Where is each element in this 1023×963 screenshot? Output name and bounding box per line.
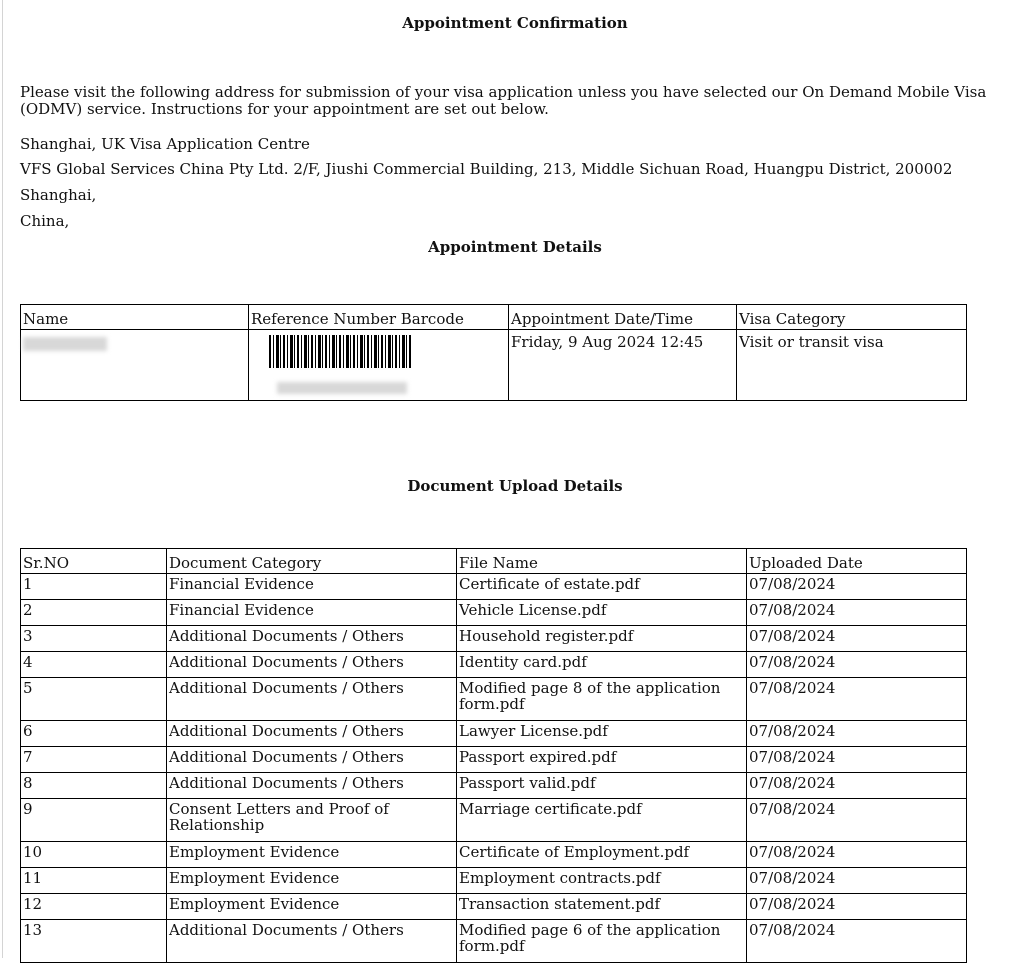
visa-category-cell: Visit or transit visa (737, 330, 967, 401)
file-name-cell: Modified page 8 of the application form.pdf (457, 678, 747, 721)
table-row (21, 600, 967, 626)
category-cell: Financial Evidence (167, 600, 457, 626)
table-row (21, 721, 967, 747)
category-cell: Additional Documents / Others (167, 920, 457, 963)
category-cell: Additional Documents / Others (167, 773, 457, 799)
address-country: China, (20, 212, 70, 230)
uploaded-date-cell: 07/08/2024 (747, 868, 967, 894)
table-row (21, 894, 967, 920)
barcode-cell (249, 330, 509, 401)
barcode-image (269, 335, 411, 368)
documents-heading: Document Upload Details (407, 477, 623, 495)
uploaded-date-cell: 07/08/2024 (747, 842, 967, 868)
uploaded-date-cell: 07/08/2024 (747, 773, 967, 799)
table-row (21, 652, 967, 678)
sr-no-cell: 3 (21, 626, 167, 652)
file-name-cell: Passport expired.pdf (457, 747, 747, 773)
sr-no-cell: 13 (21, 920, 167, 963)
address-city: Shanghai, (20, 186, 97, 204)
file-name-cell: Passport valid.pdf (457, 773, 747, 799)
uploaded-date-cell: 07/08/2024 (747, 574, 967, 600)
header-date-time: Appointment Date/Time (509, 305, 737, 330)
sr-no-cell: 1 (21, 574, 167, 600)
table-row (21, 799, 967, 842)
documents-table (20, 548, 967, 963)
sr-no-cell: 4 (21, 652, 167, 678)
uploaded-date-cell: 07/08/2024 (747, 920, 967, 963)
header-uploaded-date: Uploaded Date (747, 549, 967, 574)
uploaded-date-cell: 07/08/2024 (747, 652, 967, 678)
category-cell: Additional Documents / Others (167, 678, 457, 721)
category-cell: Additional Documents / Others (167, 747, 457, 773)
uploaded-date-cell: 07/08/2024 (747, 799, 967, 842)
date-time-cell: Friday, 9 Aug 2024 12:45 (509, 330, 737, 401)
file-name-cell: Identity card.pdf (457, 652, 747, 678)
category-cell: Employment Evidence (167, 868, 457, 894)
sr-no-cell: 10 (21, 842, 167, 868)
table-row (21, 678, 967, 721)
table-row (21, 626, 967, 652)
uploaded-date-cell: 07/08/2024 (747, 600, 967, 626)
table-row (21, 842, 967, 868)
table-row (21, 868, 967, 894)
category-cell: Employment Evidence (167, 842, 457, 868)
appointment-row (21, 330, 967, 401)
table-row (21, 747, 967, 773)
intro-paragraph: Please visit the following address for submission of your visa application unless you have selected our On Demand Mobile Visa (ODMV) service. Instructions for your appointment are set out below. (20, 83, 987, 118)
redacted-reference (277, 382, 407, 394)
category-cell: Employment Evidence (167, 894, 457, 920)
sr-no-cell: 7 (21, 747, 167, 773)
file-name-cell: Employment contracts.pdf (457, 868, 747, 894)
table-row (21, 773, 967, 799)
appointment-header-row (21, 305, 967, 330)
header-document-category: Document Category (167, 549, 457, 574)
category-cell: Consent Letters and Proof of Relationship (167, 799, 457, 842)
header-file-name: File Name (457, 549, 747, 574)
header-sr-no: Sr.NO (21, 549, 167, 574)
appointment-table (20, 304, 967, 401)
address-line: VFS Global Services China Pty Ltd. 2/F, Jiushi Commercial Building, 213, Middle Sichuan Road, Huangpu District, 200002 (20, 160, 953, 178)
sr-no-cell: 6 (21, 721, 167, 747)
sr-no-cell: 8 (21, 773, 167, 799)
redacted-name (23, 337, 107, 351)
category-cell: Additional Documents / Others (167, 652, 457, 678)
sr-no-cell: 9 (21, 799, 167, 842)
header-name: Name (21, 305, 249, 330)
category-cell: Additional Documents / Others (167, 626, 457, 652)
address-centre: Shanghai, UK Visa Application Centre (20, 135, 310, 153)
table-row (21, 574, 967, 600)
file-name-cell: Lawyer License.pdf (457, 721, 747, 747)
file-name-cell: Certificate of Employment.pdf (457, 842, 747, 868)
category-cell: Financial Evidence (167, 574, 457, 600)
applicant-name-cell (21, 330, 249, 401)
sr-no-cell: 11 (21, 868, 167, 894)
file-name-cell: Certificate of estate.pdf (457, 574, 747, 600)
file-name-cell: Marriage certificate.pdf (457, 799, 747, 842)
documents-header-row (21, 549, 967, 574)
uploaded-date-cell: 07/08/2024 (747, 721, 967, 747)
file-name-cell: Vehicle License.pdf (457, 600, 747, 626)
page-title: Appointment Confirmation (402, 14, 628, 32)
file-name-cell: Household register.pdf (457, 626, 747, 652)
sr-no-cell: 2 (21, 600, 167, 626)
table-row (21, 920, 967, 963)
sr-no-cell: 12 (21, 894, 167, 920)
header-barcode: Reference Number Barcode (249, 305, 509, 330)
category-cell: Additional Documents / Others (167, 721, 457, 747)
header-visa-category: Visa Category (737, 305, 967, 330)
sr-no-cell: 5 (21, 678, 167, 721)
uploaded-date-cell: 07/08/2024 (747, 678, 967, 721)
appointment-heading: Appointment Details (428, 238, 602, 256)
uploaded-date-cell: 07/08/2024 (747, 626, 967, 652)
file-name-cell: Modified page 6 of the application form.pdf (457, 920, 747, 963)
uploaded-date-cell: 07/08/2024 (747, 747, 967, 773)
file-name-cell: Transaction statement.pdf (457, 894, 747, 920)
uploaded-date-cell: 07/08/2024 (747, 894, 967, 920)
